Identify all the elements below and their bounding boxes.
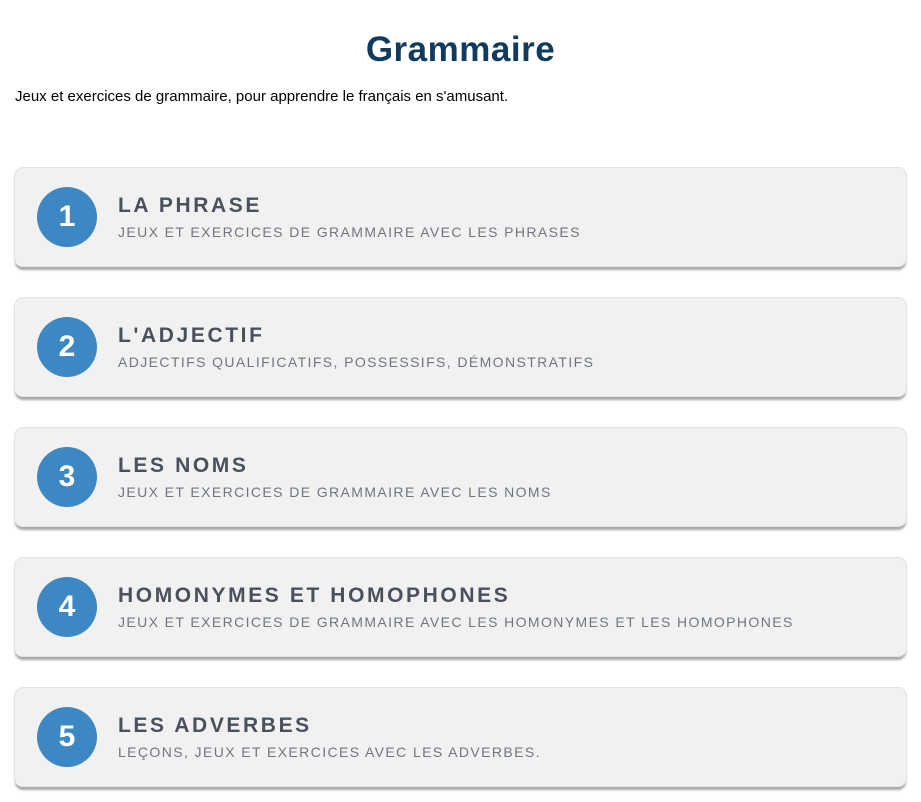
card-les-noms[interactable] [14,427,907,527]
card-homonymes[interactable] [14,557,907,657]
card-text [118,323,594,372]
card-text [118,193,581,242]
page-subtitle: Jeux et exercices de grammaire, pour apprendre le français en s'amusant. [15,88,509,105]
card-text [118,713,541,762]
card-title: L'ADJECTIF [118,323,265,347]
card-title: LES NOMS [118,453,249,477]
section-card-list [0,167,921,787]
number-badge [37,577,97,637]
number-badge [37,187,97,247]
card-subtitle: JEUX ET EXERCICES DE GRAMMAIRE AVEC LES PHRASES [118,223,581,240]
number-badge-label: 5 [58,720,76,753]
number-badge-label: 2 [58,330,76,363]
number-badge-label: 4 [58,590,76,623]
card-text [118,583,794,632]
card-subtitle: LEÇONS, JEUX ET EXERCICES AVEC LES ADVERBES. [118,743,541,760]
card-title: LES ADVERBES [118,713,312,737]
card-la-phrase[interactable] [14,167,907,267]
number-badge [37,707,97,767]
number-badge-label: 1 [58,200,76,233]
card-title: HOMONYMES ET HOMOPHONES [118,583,511,607]
number-badge [37,317,97,377]
card-subtitle: JEUX ET EXERCICES DE GRAMMAIRE AVEC LES NOMS [118,483,552,500]
card-title: LA PHRASE [118,193,262,217]
number-badge-label: 3 [58,460,76,493]
card-adjectif[interactable] [14,297,907,397]
number-badge [37,447,97,507]
card-subtitle: ADJECTIFS QUALIFICATIFS, POSSESSIFS, DÉMONSTRATIFS [118,353,595,370]
card-text [118,453,552,502]
card-les-adverbes[interactable] [14,687,907,787]
card-subtitle: JEUX ET EXERCICES DE GRAMMAIRE AVEC LES HOMONYMES ET LES HOMOPHONES [118,613,794,630]
page-title: Grammaire [365,30,556,69]
